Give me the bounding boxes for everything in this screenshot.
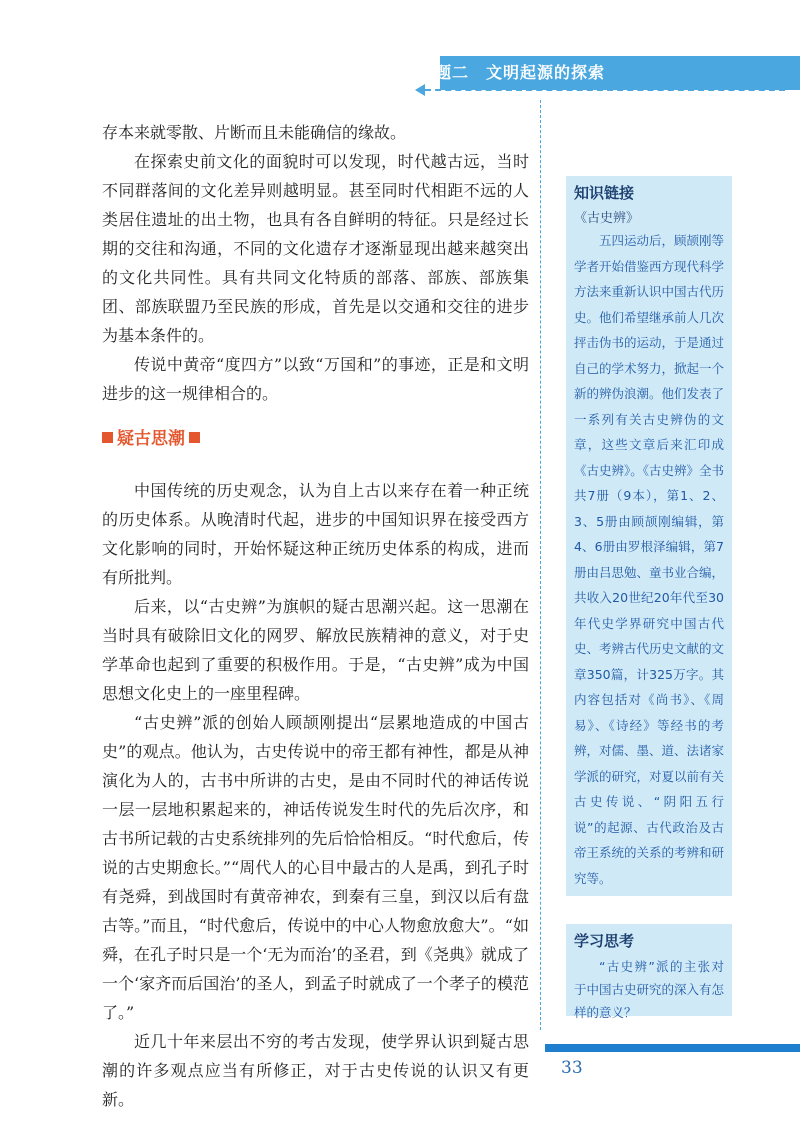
study-question-title: 学习思考 bbox=[574, 932, 635, 950]
paragraph-3: 传说中黄帝“度四方”以致“万国和”的事迹，正是和文明进步的这一规律相合的。 bbox=[102, 355, 529, 403]
knowledge-link-body: 五四运动后，顾颉刚等学者开始借鉴西方现代科学方法来重新认识中国古代历史。他们希望继承前人几次抨击伪书的运动，于是通过自己的学术努力，掀起一个新的辨伪浪潮。他们发表了一系列有关古史辨伪的文章，这些文章后来汇印成《古史辨》。《古史辨》全书共7册（9本），第1、2、3、5册由顾颉刚编辑，第4、6册由罗根泽编辑，第7册由吕思勉、童书业合编，共收入20世纪20年代至30年代史学界研究中国古代史、考辨古代历史文献的文章350篇，计325万字。其内容包括对《尚书》、《周易》、《诗经》等经书的考辨，对儒、墨、道、法诸家学派的研究，对夏以前有关古史传说、“阴阳五行说”的起源、古代政治及古帝王系统的关系的考辨和研究等。 bbox=[574, 233, 725, 886]
section-heading-label: 疑古思潮 bbox=[117, 429, 185, 449]
paragraph-1: 存本来就零散、片断而且未能确信的缘故。 bbox=[102, 123, 407, 142]
paragraph-6: “古史辨”派的创始人顾颉刚提出“层累地造成的中国古史”的观点。他认为，古史传说中的帝王都有神性，都是从神演化为人的，古书中所讲的古史，是由不同时代的神话传说一层一层地积累起来的，神话传说发生时代的先后次序，和古书所记载的古史系统排列的先后恰恰相反。“时代愈后，传说的古史期愈长。”“周代人的心目中最古的人是禹，到孔子时有尧舜，到战国时有黄帝神农，到秦有三皇，到汉以后有盘古等。”而且，“时代愈后，传说中的中心人物愈放愈大”。“如舜，在孔子时只是一个‘无为而治’的圣君，到《尧典》就成了一个‘家齐而后国治’的圣人，到孟子时就成了一个孝子的模范了。” bbox=[102, 713, 529, 1022]
knowledge-link-title: 知识链接 bbox=[574, 184, 635, 202]
paragraph-7: 近几十年来层出不穷的考古发现，使学界认识到疑古思潮的许多观点应当有所修正，对于古史传说的认识又有更新。 bbox=[102, 1032, 529, 1109]
page-number: 33 bbox=[561, 1058, 583, 1078]
paragraph-5: 后来，以“古史辨”为旗帜的疑古思潮兴起。这一思潮在当时具有破除旧文化的网罗、解放民族精神的意义，对于史学革命也起到了重要的积极作用。于是，“古史辨”成为中国思想文化史上的一座里程碑。 bbox=[102, 597, 529, 703]
square-bullet-icon bbox=[102, 432, 113, 443]
main-text-section bbox=[102, 476, 529, 1114]
column-divider bbox=[540, 100, 541, 1030]
section-heading bbox=[102, 424, 200, 449]
paragraph-4: 中国传统的历史观念，认为自上古以来存在着一种正统的历史体系。从晚清时代起，进步的中国知识界在接受西方文化影响的同时，开始怀疑这种正统历史体系的构成，进而有所批判。 bbox=[102, 481, 529, 587]
header-dashed-line bbox=[425, 89, 785, 91]
square-bullet-icon bbox=[189, 432, 200, 443]
footer-bar bbox=[545, 1044, 800, 1052]
header-arrow-icon bbox=[415, 84, 425, 96]
paragraph-2: 在探索史前文化的面貌时可以发现，时代越古远，当时不同群落间的文化差异则越明显。甚至同时代相距不远的人类居住遗址的出土物，也具有各自鲜明的特征。只是经过长期的交往和沟通，不同的文化遗存才逐渐显现出越来越突出的文化共同性。具有共同文化特质的部落、部族、部族集团、部族联盟乃至民族的形成，首先是以交通和交往的进步为基本条件的。 bbox=[102, 152, 529, 345]
main-text-top bbox=[102, 118, 529, 408]
knowledge-link-box bbox=[566, 176, 732, 896]
chapter-header-title: 专题二 文明起源的探索 bbox=[418, 63, 606, 82]
knowledge-link-subtitle: 《古史辨》 bbox=[574, 211, 640, 226]
study-question-box bbox=[566, 924, 732, 1020]
study-question-body: “古史辨”派的主张对于中国古史研究的深入有怎样的意义？ bbox=[574, 959, 725, 1020]
